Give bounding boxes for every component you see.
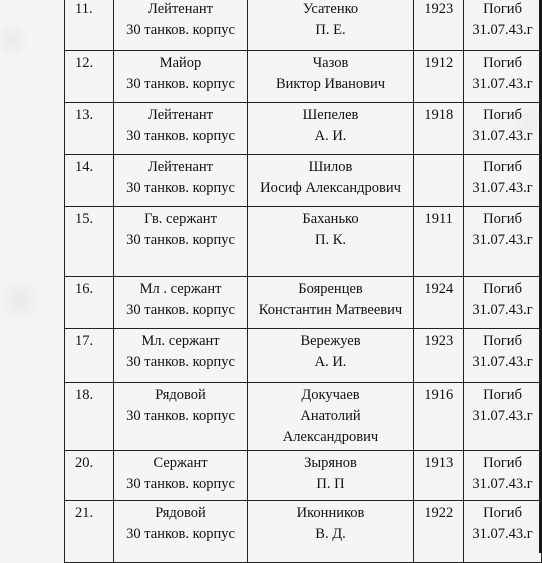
birth-year: 1923: [424, 1, 454, 17]
birth-year: 1912: [424, 55, 454, 71]
row-number-cell: [65, 501, 114, 563]
death-date: 31.07.43.г: [472, 476, 533, 492]
surname: Иконников: [296, 505, 365, 521]
table-body: [65, 0, 542, 563]
rank-label: Мл . сержант: [139, 281, 222, 297]
given-names: В. Д.: [315, 526, 346, 542]
surname: Шепелев: [302, 107, 359, 123]
table-row: [65, 501, 542, 563]
rank-label: Мл. сержант: [141, 333, 220, 349]
death-date: 31.07.43.г: [472, 354, 533, 370]
birth-year-cell: [414, 451, 464, 501]
surname: Усатенко: [302, 1, 359, 17]
casualty-table: [64, 0, 542, 563]
row-number: 16.: [75, 281, 94, 297]
rank-cell: [114, 51, 248, 103]
status-label: Погиб: [483, 281, 522, 297]
table-row: [65, 0, 542, 51]
unit-label: 30 танков. корпус: [126, 408, 235, 424]
birth-year-cell: [414, 155, 464, 207]
birth-year-cell: [414, 207, 464, 277]
rank-cell: [114, 383, 248, 451]
row-number-cell: [65, 451, 114, 501]
given-names: Иосиф Александрович: [260, 180, 401, 196]
row-number: 20.: [75, 455, 94, 471]
given-names-cont: Александрович: [282, 429, 379, 445]
status-cell: [464, 451, 542, 501]
rank-label: Сержант: [153, 455, 208, 471]
name-cell: [247, 329, 414, 383]
status-cell: [464, 155, 542, 207]
table-row: [65, 103, 542, 155]
surname: Докучаев: [301, 387, 360, 403]
surname: Чазов: [312, 55, 349, 71]
row-number: 21.: [75, 505, 94, 521]
status-label: Погиб: [483, 455, 522, 471]
row-number-cell: [65, 329, 114, 383]
status-label: Погиб: [483, 387, 522, 403]
rank-cell: [114, 155, 248, 207]
unit-label: 30 танков. корпус: [126, 526, 235, 542]
row-number-cell: [65, 103, 114, 155]
row-number-cell: [65, 383, 114, 451]
rank-cell: [114, 0, 248, 51]
unit-label: 30 танков. корпус: [126, 180, 235, 196]
birth-year-cell: [414, 277, 464, 329]
table-row: [65, 51, 542, 103]
name-cell: [247, 451, 414, 501]
name-cell: [247, 383, 414, 451]
death-date: 31.07.43.г: [472, 76, 533, 92]
row-number-cell: [65, 277, 114, 329]
birth-year-cell: [414, 103, 464, 155]
death-date: 31.07.43.г: [472, 302, 533, 318]
death-date: 31.07.43.г: [472, 180, 533, 196]
status-label: Погиб: [483, 333, 522, 349]
status-cell: [464, 207, 542, 277]
given-names: П. К.: [315, 232, 347, 248]
table-row: [65, 155, 542, 207]
status-label: Погиб: [483, 211, 522, 227]
birth-year-cell: [414, 0, 464, 51]
status-cell: [464, 277, 542, 329]
status-cell: [464, 0, 542, 51]
death-date: 31.07.43.г: [472, 128, 533, 144]
row-number-cell: [65, 0, 114, 51]
birth-year: 1923: [424, 333, 454, 349]
name-cell: [247, 51, 414, 103]
status-label: Погиб: [483, 107, 522, 123]
status-label: Погиб: [483, 55, 522, 71]
row-number: 17.: [75, 333, 94, 349]
surname: Бояренцев: [298, 281, 363, 297]
rank-label: Лейтенант: [148, 1, 214, 17]
status-cell: [464, 329, 542, 383]
status-label: Погиб: [483, 1, 522, 17]
unit-label: 30 танков. корпус: [126, 128, 235, 144]
birth-year-cell: [414, 51, 464, 103]
row-number: 13.: [75, 107, 94, 123]
given-names: А. И.: [314, 354, 347, 370]
rank-label: Лейтенант: [148, 159, 214, 175]
birth-year: 1911: [424, 211, 453, 227]
rank-label: Майор: [159, 55, 202, 71]
row-number: 14.: [75, 159, 94, 175]
rank-cell: [114, 103, 248, 155]
given-names: А. И.: [314, 128, 347, 144]
birth-year: 1918: [424, 107, 454, 123]
unit-label: 30 танков. корпус: [126, 22, 235, 38]
given-names: П. П: [316, 476, 345, 492]
surname: Баханько: [302, 211, 359, 227]
given-names: Анатолий: [300, 408, 361, 424]
birth-year: 1916: [424, 387, 454, 403]
rank-label: Рядовой: [155, 505, 206, 521]
birth-year: 1913: [424, 455, 454, 471]
given-names: Константин Матвеевич: [258, 302, 403, 318]
status-cell: [464, 51, 542, 103]
row-number: 15.: [75, 211, 94, 227]
name-cell: [247, 501, 414, 563]
table-row: [65, 329, 542, 383]
unit-label: 30 танков. корпус: [126, 232, 235, 248]
unit-label: 30 танков. корпус: [126, 302, 235, 318]
status-label: Погиб: [483, 159, 522, 175]
rank-label: Лейтенант: [148, 107, 214, 123]
surname: Вережуев: [300, 333, 361, 349]
surname: Шилов: [308, 159, 353, 175]
unit-label: 30 танков. корпус: [126, 76, 235, 92]
row-number: 12.: [75, 55, 94, 71]
status-cell: [464, 501, 542, 563]
status-label: Погиб: [483, 505, 522, 521]
birth-year-cell: [414, 501, 464, 563]
given-names: Виктор Иванович: [276, 76, 386, 92]
name-cell: [247, 155, 414, 207]
birth-year: 1924: [424, 281, 454, 297]
row-number-cell: [65, 51, 114, 103]
status-cell: [464, 383, 542, 451]
name-cell: [247, 277, 414, 329]
birth-year-cell: [414, 329, 464, 383]
rank-cell: [114, 451, 248, 501]
rank-label: Рядовой: [155, 387, 206, 403]
given-names: П. Е.: [315, 22, 346, 38]
rank-cell: [114, 501, 248, 563]
death-date: 31.07.43.г: [472, 232, 533, 248]
table-row: [65, 383, 542, 451]
row-number: 18.: [75, 387, 94, 403]
name-cell: [247, 207, 414, 277]
row-number-cell: [65, 207, 114, 277]
unit-label: 30 танков. корпус: [126, 354, 235, 370]
death-date: 31.07.43.г: [472, 408, 533, 424]
rank-cell: [114, 207, 248, 277]
row-number-cell: [65, 155, 114, 207]
unit-label: 30 танков. корпус: [126, 476, 235, 492]
table-row: [65, 277, 542, 329]
death-date: 31.07.43.г: [472, 22, 533, 38]
birth-year: 1922: [424, 505, 454, 521]
death-date: 31.07.43.г: [472, 526, 533, 542]
name-cell: [247, 0, 414, 51]
rank-cell: [114, 277, 248, 329]
row-number: 11.: [75, 1, 93, 17]
rank-cell: [114, 329, 248, 383]
birth-year-cell: [414, 383, 464, 451]
status-cell: [464, 103, 542, 155]
rank-label: Гв. сержант: [144, 211, 217, 227]
surname: Зырянов: [304, 455, 357, 471]
name-cell: [247, 103, 414, 155]
table-row: [65, 451, 542, 501]
table-row: [65, 207, 542, 277]
